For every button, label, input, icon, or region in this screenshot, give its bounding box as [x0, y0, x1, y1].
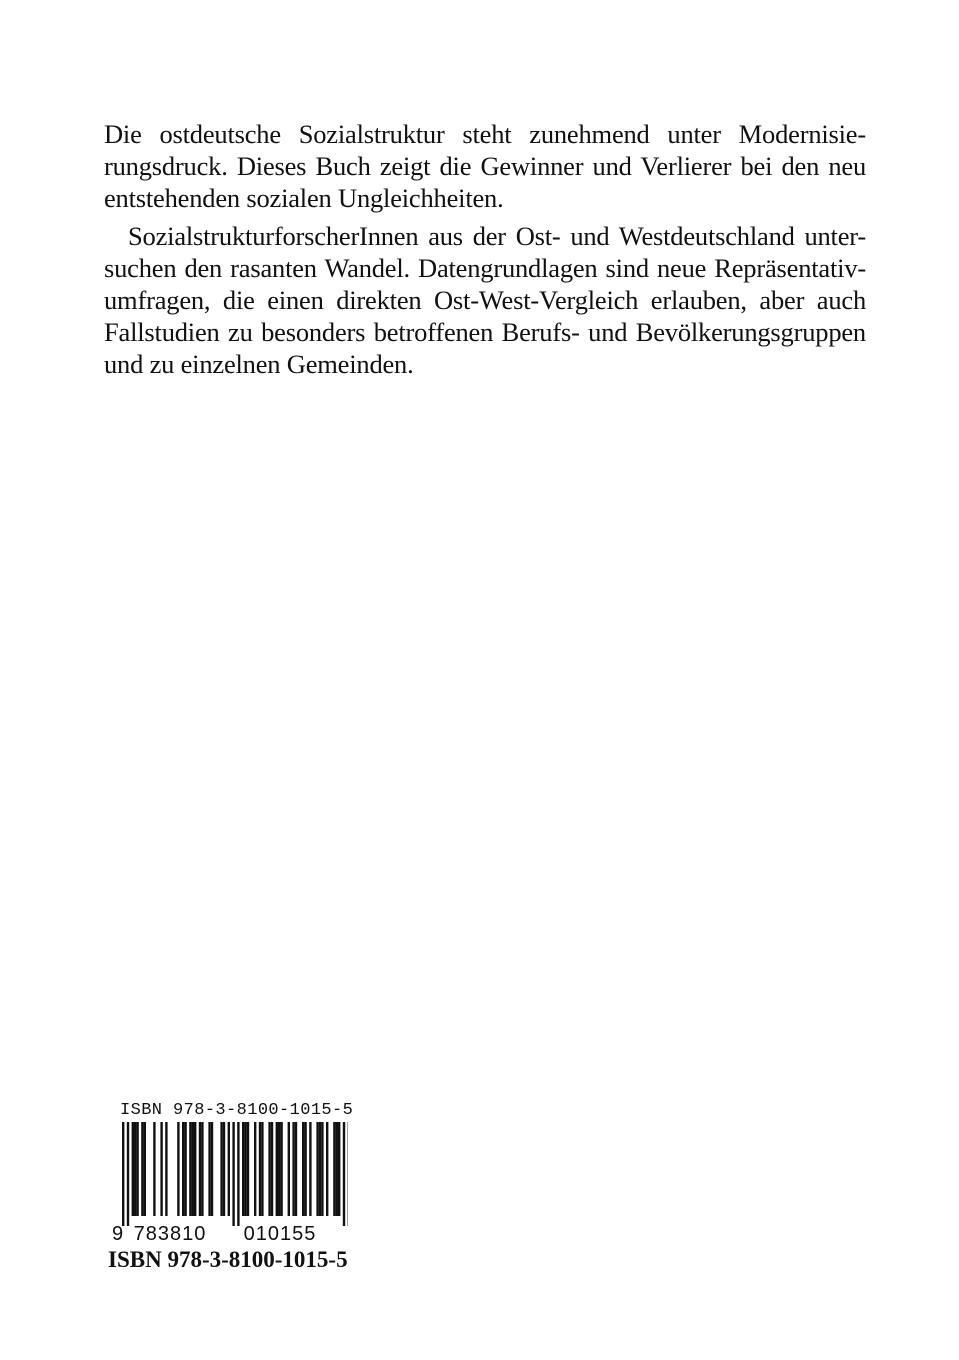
barcode-bar	[338, 1122, 340, 1216]
barcode-bar	[153, 1122, 155, 1216]
barcode-bar	[295, 1122, 297, 1216]
blurb-line: Die ostdeutsche Sozialstruktur steht zunehmend unter Modernisie-	[104, 119, 866, 149]
barcode-bar	[259, 1122, 261, 1216]
blurb-line: SozialstrukturforscherInnen aus der Ost- und Westdeutschland unter-	[128, 221, 866, 251]
barcode-digits-left: 783810	[133, 1223, 207, 1244]
barcode-bar	[336, 1122, 338, 1216]
barcode-bar	[309, 1122, 311, 1216]
barcode-bar	[343, 1122, 345, 1226]
barcode-bar	[144, 1122, 146, 1216]
barcode-bar	[165, 1122, 167, 1216]
blurb-line: suchen den rasanten Wandel. Datengrundlagen sind neue Repräsentativ-	[104, 253, 866, 283]
barcode-bar	[319, 1122, 321, 1216]
barcode-bar	[228, 1122, 230, 1216]
barcode-bar	[288, 1122, 290, 1216]
isbn-barcode	[108, 1102, 378, 1274]
barcode-bar	[280, 1122, 282, 1216]
barcode-bar	[326, 1122, 328, 1216]
barcode-bar	[304, 1122, 306, 1216]
barcode-bar	[254, 1122, 256, 1216]
barcode-bar	[192, 1122, 194, 1216]
barcode-bar	[199, 1122, 201, 1216]
isbn-label-bottom: ISBN 978-3-8100-1015-5	[108, 1247, 348, 1272]
barcode-bar	[132, 1122, 134, 1216]
blurb-line: rungsdruck. Dieses Buch zeigt die Gewinner und Verlierer bei den neu	[104, 151, 866, 181]
back-cover-blurb	[104, 118, 866, 380]
barcode-bar	[194, 1122, 196, 1216]
barcode-bar	[160, 1122, 162, 1216]
barcode-bar	[182, 1122, 184, 1216]
barcode-bar	[141, 1122, 143, 1216]
barcode-bar	[136, 1122, 138, 1216]
barcode-bar	[244, 1122, 246, 1216]
barcode-bar	[276, 1122, 278, 1216]
barcode-bar	[177, 1122, 179, 1216]
barcode-bar	[333, 1122, 335, 1216]
barcode-bar	[271, 1122, 273, 1216]
barcode-bar	[122, 1122, 124, 1226]
barcode-bar	[268, 1122, 270, 1216]
barcode-bar	[184, 1122, 186, 1216]
barcode-icon	[108, 1120, 348, 1244]
blurb-line: umfragen, die einen direkten Ost-West-Vergleich erlauben, aber auch	[104, 285, 866, 315]
barcode-bar	[201, 1122, 203, 1216]
barcode-bar	[261, 1122, 263, 1216]
barcode-bar	[127, 1122, 129, 1226]
barcode-bar	[223, 1122, 225, 1216]
barcode-bar	[232, 1122, 234, 1226]
barcode-bar	[220, 1122, 222, 1216]
barcode-bar	[292, 1122, 294, 1216]
barcode-bar	[321, 1122, 323, 1216]
barcode-bar	[316, 1122, 318, 1216]
barcode-digits-right: 010155	[243, 1223, 317, 1244]
barcode-digit-first: 9	[112, 1223, 124, 1244]
blurb-line: Fallstudien zu besonders betroffenen Berufs- und Bevölkerungsgruppen	[104, 317, 866, 347]
barcode-bar	[211, 1122, 213, 1216]
blurb-line: entstehenden sozialen Ungleichheiten.	[104, 183, 504, 213]
barcode-bar	[134, 1122, 136, 1216]
barcode-bar	[302, 1122, 304, 1216]
blurb-line: und zu einzelnen Gemeinden.	[104, 349, 414, 379]
barcode-bar	[237, 1122, 239, 1226]
isbn-label-top: ISBN 978-3-8100-1015-5	[120, 1101, 354, 1120]
barcode-bar	[242, 1122, 244, 1216]
barcode-bar	[247, 1122, 249, 1216]
barcode-bar	[189, 1122, 191, 1216]
barcode-bar	[278, 1122, 280, 1216]
barcode-bar	[208, 1122, 210, 1216]
